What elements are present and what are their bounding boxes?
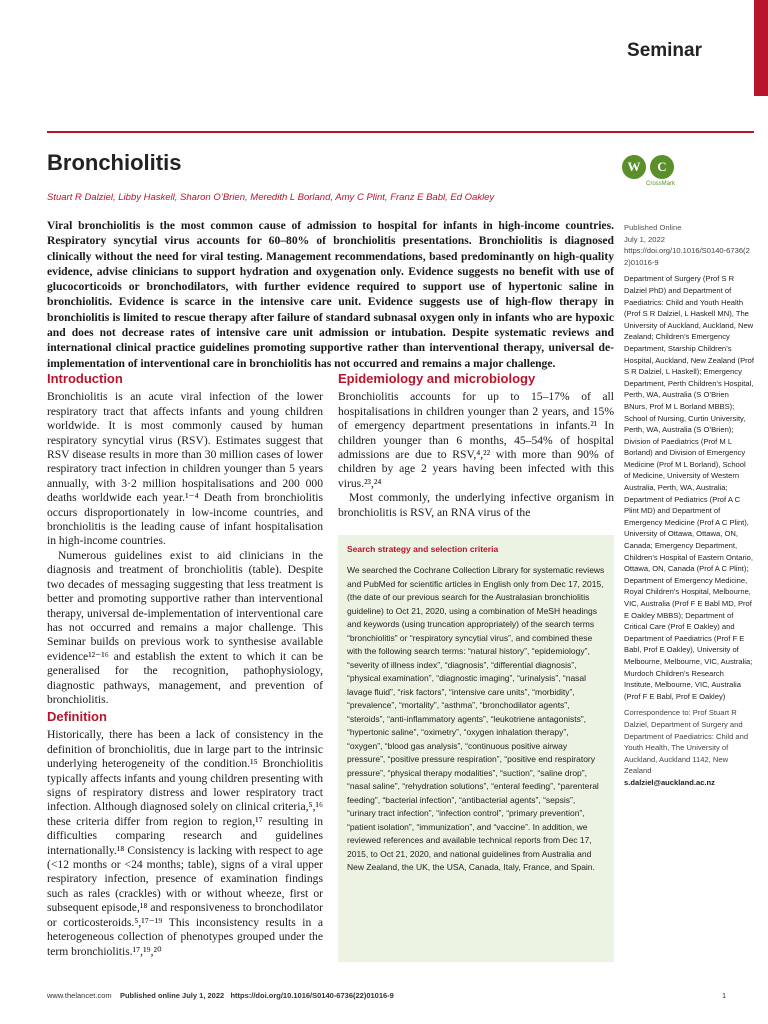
section-label: Seminar [627,40,702,61]
correspondence-text: Correspondence to: Prof Stuart R Dalziel, Department of Surgery and Department of Paediatrics: Child and Youth Health, The University of Auckland, Auckland 1142, New Zealand [624,708,749,776]
article-sidebar [624,222,754,794]
published-online-label: Published Online [624,223,682,232]
page-number: 1 [722,991,727,1000]
author-list: Stuart R Dalziel, Libby Haskell, Sharon O’Brien, Meredith L Borland, Amy C Plint, Franz E Babl, Ed Oakley [47,192,495,203]
introduction-paragraph-1: Bronchiolitis is an acute viral infection of the lower respiratory tract that affects infants and young children worldwide. It is most commonly caused by human respiratory syncytial virus (RSV). Estimates suggest that RSV disease results in more than 30 million cases of lower respiratory tract infection in children younger than 5 years annually, with 3·2 million hospitalisations and 200 000 deaths worldwide each year.¹⁻⁴ Death from bronchiolitis occurs disproportionately in low-income countries, and bronchiolitis is the leading cause of infant hospitalisation in high-income countries. [47,390,323,548]
footer-published: Published online July 1, 2022 [119,991,225,1000]
introduction-heading: Introduction [47,371,123,386]
search-strategy-body: We searched the Cochrane Collection Library for systematic reviews and PubMed for scientific articles in English only from Dec 17, 2015, (the date of our previous search for the Australasian bronchiolitis guideline) to Oct 21, 2020, using a combination of MeSH headings and keywords (using truncation appropriately) of the search terms “bronchiolitis” or “respiratory syncytial virus”, and combined these with the following search terms: “natural history”, “epidemiology”, “severity of illness index”, “diagnosis”, “differential diagnosis”, “physical examination”, “diagnostic imaging”, “urinalysis”, “nasal lavage fluid”, “risk factors”, “intensive care units”, “morbidity”, “prevalence”, “mortality”, “asthma”, “bronchodilator agents”, “steroids”, “anti-inflammatory agents”, “leukotriene antagonists”, “hypertonic saline”, “oximetry”, “oxygen inhalation therapy”, “oxygen”, “blood gas analysis”, “continuous positive airway pressure”, “positive pressure respiration”, “positive end respiratory pressure”, “physical therapy modalities”, “suction”, “saline drop”, “nasal saline”, “rehydration solutions”, “enteral feeding”, “parenteral feeding”, “bacterial infection”, “antibacterial agents”, “sepsis”, “urinary tract infection”, “infection control”, “primary prevention”, “patient isolation”, “immunization”, and “vaccine”. In addition, we reviewed references and available technical reports from Dec 17, 2015, to Oct 21, 2020, and national guidelines from Australia and New Zealand, the UK, the USA, Canada, Italy, France, and Spain. [347,565,605,872]
footer-site[interactable]: www.thelancet.com [47,991,112,1000]
crossmark-caption: CrossMark [646,181,676,187]
page-footer [47,991,394,1000]
introduction-paragraph-2: Numerous guidelines exist to aid clinicians in the diagnosis and treatment of bronchiolitis (table). Despite two decades of messaging suggesting that less treatment is better and promoting supportive rather than interventional therapy, universal de-implementation of interventional care has not occurred and remains a major challenge. This Seminar builds on previous work to synthesise available evidence¹²⁻¹⁶ and establish the extent to which it can be generalised for the recognition, pathophysiology, diagnostic pathways, management, and prevention of bronchiolitis. [47,548,323,706]
crossmark-logo-icon[interactable]: C [650,155,674,179]
definition-section [47,710,323,959]
footer-doi[interactable]: https://doi.org/10.1016/S0140-6736(22)01016-9 [230,991,394,1000]
epidemiology-heading: Epidemiology and microbiology [338,371,536,386]
search-strategy-title: Search strategy and selection criteria [347,544,499,554]
article-title: Bronchiolitis [47,150,182,175]
definition-heading: Definition [47,709,107,724]
published-date: July 1, 2022 [624,234,665,244]
definition-paragraph-1: Historically, there has been a lack of consistency in the definition of bronchiolitis, due in large part to the intrinsic underlying heterogeneity of the condition.¹⁵ Bronchiolitis typically affects infants and young children presenting with signs of respiratory distress and lower respiratory tract infection. Although diagnosed solely on clinical criteria,⁵,¹⁶ these criteria differ from region to region,¹⁷ resulting in difficulties comparing research and guidelines internationally.¹⁸ Consistency is lacking with respect to age (<12 months or <24 months; table), signs of a viral upper respiratory infection, presence of examination findings such as rales (crackles) with or without wheeze, first or subsequent episode,¹⁸ and responsiveness to bronchodilator or corticosteroids.⁵,¹⁷⁻¹⁹ This inconsistency results in a heterogeneous collection of phenotypes grouped under the term bronchiolitis.¹⁷,¹⁹,²⁰ [47,728,323,958]
author-affiliations: Department of Surgery (Prof S R Dalziel PhD) and Department of Paediatrics: Child and Youth Health (Prof S R Dalziel, L Haskell MN), The University of Auckland, Auckland, New Zealand; Children’s Emergency Department, Starship Children’s Hospital, Auckland, New Zealand (Prof S R Dalziel, L Haskell); Emergency Department, Perth Children’s Hospital, Perth, WA, Australia (S O’Brien BNurs, Prof M L Borland MBBS); School of Nursing, Curtin University, Perth, WA, Australia (S O’Brien); Division of Paediatrics (Prof M L Borland) and Division of Emergency Medicine (Prof M L Borland), School of Medicine, University of Western Australia, Perth, WA, Australia; Department of Pediatrics (Prof A C Plint MD) and Department of Emergency Medicine (Prof A C Plint), University of Ottawa, Ottawa, ON, Canada; Emergency Department, Children’s Hospital of Eastern Ontario, Ottawa, ON, Canada (Prof A C Plint); Department of Emergency Medicine, Royal Children’s Hospital, Melbourne, VIC, Australia (Prof F E Babl MD, Prof E Oakley MBBS); Department of Critical Care (Prof E Oakley) and Department of Paediatrics (Prof F E Babl, Prof E Oakley), University of Melbourne, Melbourne, VIC, Australia; Murdoch Children’s Research Institute, Melbourne, VIC, Australia (Prof F E Babl, Prof E Oakley) [624,274,755,701]
epidemiology-section [338,372,614,520]
search-strategy-box [338,535,614,962]
access-logos [622,153,682,193]
journal-color-bar [754,0,768,96]
correspondence-email[interactable]: s.dalziel@auckland.ac.nz [624,777,715,787]
abstract: Viral bronchiolitis is the most common cause of admission to hospital for infants in high-income countries. Respiratory syncytial virus accounts for 60–80% of bronchiolitis presentations. Bronchiolitis is diagnosed clinically without the need for viral testing. Management recommendations, based predominantly on high-quality evidence, advise clinicians to support hydration and oxygenation only. Evidence suggests no benefit with use of glucocorticoids or bronchodilators, with further evidence required to support use of hypertonic saline in bronchiolitis. Evidence is scarce in the intensive care unit. Evidence suggests use of high-flow therapy in bronchiolitis is limited to rescue therapy after failure of standard subnasal oxygen only in infants who are hypoxic and does not decrease rates of intensive care unit admission or intubation. Despite systematic reviews and international clinical practice guidelines promoting supportive rather than interventional therapy, universal de-implementation of interventional care in bronchiolitis has not occurred and remains a major challenge. [47,219,614,370]
introduction-section [47,372,323,707]
epidemiology-paragraph-1: Bronchiolitis accounts for up to 15–17% of all hospitalisations in children younger than 2 years, and 15% of emergency department presentations in infants.²¹ In children younger than 6 months, 45–54% of hospital admissions are due to RSV,⁴,²² with more than 90% of children by age 2 years having been infected with this virus.²³,²⁴ [338,390,614,490]
epidemiology-paragraph-2: Most commonly, the underlying infective organism in bronchiolitis is RSV, an RNA virus of the [338,491,614,519]
doi-link[interactable]: https://doi.org/10.1016/S0140-6736(22)01016-9 [624,246,750,267]
open-access-logo-icon[interactable]: W [622,155,646,179]
title-rule [47,131,754,133]
